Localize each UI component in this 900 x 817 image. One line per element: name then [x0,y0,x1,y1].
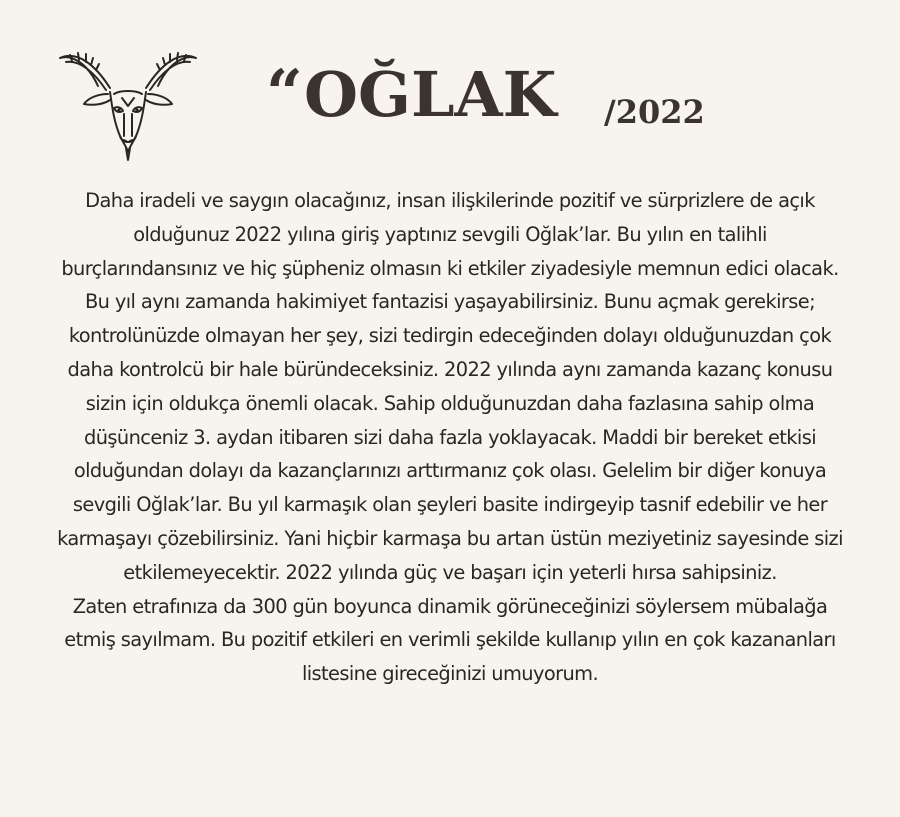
body-line: düşünceniz 3. aydan itibaren sizi daha fazla yoklayacak. Maddi bir bereket etkisi [83,425,816,449]
body-line: etkilemeyecektir. 2022 yılında güç ve başarı için yeterli hırsa sahipsiniz. [123,560,777,584]
body-line: Daha iradeli ve saygın olacağınız, insan ilişkilerinde pozitif ve sürprizlere de açık [85,189,815,212]
body-line: listesine gireceğinizi umuyorum. [301,662,599,686]
body-line: daha kontrolcü bir hale büründeceksiniz. 2022 yılında aynı zamanda kazanç konusu [67,357,833,381]
body-line: Bu yıl aynı zamanda hakimiyet fantazisi yaşayabilirsiniz. Bunu açmak gerekirse; [84,290,816,314]
horoscope-body [20,184,880,691]
body-line: kontrolünüzde olmayan her şey, sizi tedirgin edeceğinden dolayı olduğunuzdan çok [68,324,832,348]
title-quote-mark: “ [266,56,303,131]
body-line: etmiş sayılmam. Bu pozitif etkileri en verimli şekilde kullanıp yılın en çok kazananları [64,628,836,652]
body-line: Zaten etrafınıza da 300 gün boyunca dinamik görüneceğinizi söylersem mübalağa [72,594,828,618]
body-line: karmaşayı çözebilirsiniz. Yani hiçbir karmaşa bu artan üstün meziyetiniz sayesinde sizi [57,526,843,550]
body-line: sizin için oldukça önemli olacak. Sahip olduğunuzdan daha fazlasına sahip olma [85,391,815,415]
body-line: olduğundan dolayı da kazançlarınızı arttırmanız çok olası. Gelelim bir diğer konuya [73,459,827,483]
body-line: olduğunuz 2022 yılına giriş yaptınız sevgili Oğlak’lar. Bu yılın en talihli [133,222,767,246]
page-title: OĞLAK [304,58,557,131]
capricorn-goat-icon [48,36,208,166]
body-line: sevgili Oğlak’lar. Bu yıl karmaşık olan şeyleri basite indirgeyip tasnif edebilir ve her [72,493,828,517]
title-year: /2022 [604,93,705,131]
header [0,0,900,185]
body-line: burçlarındansınız ve hiç şüpheniz olmasın ki etkiler ziyadesiyle memnun edici olacak. [61,256,839,280]
